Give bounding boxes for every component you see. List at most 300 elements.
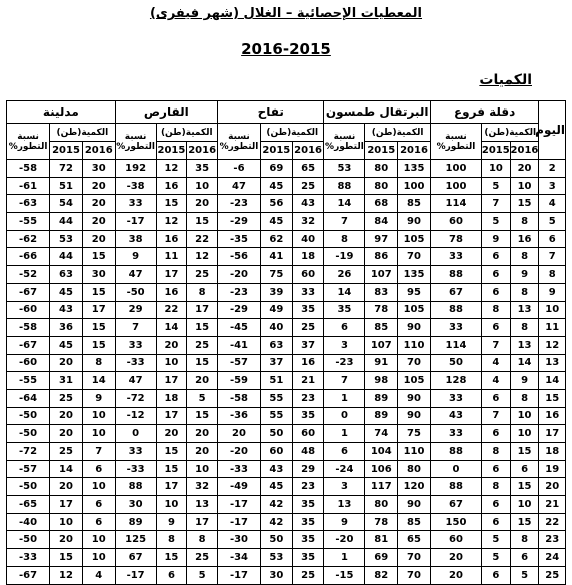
table-cell: 10 (187, 177, 218, 195)
table-cell: 5 (187, 566, 218, 584)
table-cell: 45 (50, 336, 83, 354)
table-cell: 1 (324, 549, 365, 567)
table-cell: 104 (365, 443, 398, 461)
table-cell: 23 (292, 478, 324, 496)
table-cell: 20- (217, 266, 260, 284)
table-cell: 17- (115, 213, 156, 231)
table-cell: 67- (7, 336, 50, 354)
table-cell: 100 (430, 160, 481, 178)
table-cell: 15- (324, 566, 365, 584)
table-cell: 70 (398, 354, 431, 372)
table-cell: 15 (156, 195, 187, 213)
table-cell: 67- (7, 283, 50, 301)
table-cell: 55- (7, 372, 50, 390)
table-cell: 33 (430, 425, 481, 443)
table-cell: 58- (217, 389, 260, 407)
table-cell: 9 (324, 513, 365, 531)
table-cell: 90 (398, 389, 431, 407)
table-cell: 10 (82, 478, 115, 496)
table-cell: 58- (7, 319, 50, 337)
year-2015-header: 2015 (365, 142, 398, 160)
table-cell: 25 (292, 566, 324, 584)
table-row (7, 177, 566, 195)
table-cell: 107 (365, 266, 398, 284)
table-cell: 29- (217, 301, 260, 319)
table-cell: 49- (217, 478, 260, 496)
table-cell: 78 (430, 230, 481, 248)
pct-header: نسبة التطور% (324, 124, 365, 160)
table-cell: 192 (115, 160, 156, 178)
table-cell: 20 (82, 195, 115, 213)
table-cell: 125 (115, 531, 156, 549)
table-cell: 17 (50, 496, 83, 514)
table-cell: 6 (482, 319, 511, 337)
table-cell: 114 (430, 195, 481, 213)
table-cell: 95 (398, 283, 431, 301)
table-cell: 105 (398, 230, 431, 248)
table-cell: 14 (50, 460, 83, 478)
table-cell: 9 (115, 248, 156, 266)
table-cell: 60 (430, 531, 481, 549)
table-cell: 60 (430, 213, 481, 231)
table-cell: 89 (365, 389, 398, 407)
table-cell: 8 (510, 319, 539, 337)
table-cell: 72 (50, 160, 83, 178)
table-cell: 8 (156, 531, 187, 549)
table-cell: 25 (187, 336, 218, 354)
table-cell: 23- (217, 195, 260, 213)
table-cell: 17- (217, 566, 260, 584)
table-cell: 7 (82, 443, 115, 461)
table-cell: 43 (292, 195, 324, 213)
table-cell: 89 (115, 513, 156, 531)
table-cell: 25 (50, 389, 83, 407)
table-cell: 80 (365, 496, 398, 514)
table-cell: 30 (115, 496, 156, 514)
table-cell: 6 (510, 460, 539, 478)
table-cell: 67 (115, 549, 156, 567)
table-row (7, 478, 566, 496)
table-cell: 20- (217, 443, 260, 461)
table-cell: 17 (156, 407, 187, 425)
pct-header: نسبة التطور% (430, 124, 481, 160)
year-2015-header: 2015 (260, 142, 292, 160)
table-cell: 6 (482, 460, 511, 478)
day-cell: 2 (539, 160, 566, 178)
table-cell: 60 (260, 443, 292, 461)
table-row (7, 460, 566, 478)
table-cell: 17 (156, 266, 187, 284)
table-row (7, 443, 566, 461)
data-table (6, 100, 566, 585)
table-cell: 15 (50, 549, 83, 567)
table-cell: 6- (217, 160, 260, 178)
table-cell: 25 (292, 319, 324, 337)
table-cell: 6 (482, 566, 511, 584)
table-cell: 15 (510, 443, 539, 461)
table-cell: 20 (50, 531, 83, 549)
day-cell: 3 (539, 177, 566, 195)
qty-header: الكمية(طن) (50, 124, 116, 142)
table-cell: 6 (482, 389, 511, 407)
day-cell: 5 (539, 213, 566, 231)
table-cell: 53 (324, 160, 365, 178)
table-cell: 30- (217, 531, 260, 549)
table-cell: 35 (292, 407, 324, 425)
table-cell: 30 (82, 266, 115, 284)
table-row (7, 566, 566, 584)
table-cell: 15 (187, 319, 218, 337)
table-cell: 48 (292, 443, 324, 461)
table-cell: 47 (115, 266, 156, 284)
table-cell: 12- (115, 407, 156, 425)
table-cell: 8 (187, 283, 218, 301)
pct-header: نسبة التطور% (115, 124, 156, 160)
day-cell: 19 (539, 460, 566, 478)
table-cell: 37 (260, 354, 292, 372)
table-cell: 45 (260, 177, 292, 195)
day-cell: 25 (539, 566, 566, 584)
table-cell: 40- (7, 513, 50, 531)
table-cell: 22 (187, 230, 218, 248)
table-cell: 43 (50, 301, 83, 319)
table-cell: 100 (398, 177, 431, 195)
table-cell: 32 (292, 213, 324, 231)
table-cell: 6 (482, 425, 511, 443)
table-row (7, 549, 566, 567)
table-cell: 6 (324, 319, 365, 337)
table-cell: 15 (156, 443, 187, 461)
table-cell: 13 (510, 301, 539, 319)
table-cell: 15 (187, 407, 218, 425)
table-cell: 6 (324, 443, 365, 461)
table-cell: 20 (187, 372, 218, 390)
table-cell: 88 (430, 478, 481, 496)
table-cell: 20 (82, 213, 115, 231)
table-cell: 1 (324, 389, 365, 407)
table-cell: 80 (365, 177, 398, 195)
table-cell: 8 (187, 531, 218, 549)
table-cell: 22 (156, 301, 187, 319)
table-cell: 65 (398, 531, 431, 549)
table-cell: 7 (115, 319, 156, 337)
table-cell: 9 (82, 389, 115, 407)
table-cell: 55- (7, 213, 50, 231)
table-cell: 35 (292, 531, 324, 549)
day-cell: 14 (539, 372, 566, 390)
table-cell: 63 (50, 266, 83, 284)
year-2016-header: 2016 (187, 142, 218, 160)
table-cell: 83 (365, 283, 398, 301)
day-cell: 11 (539, 319, 566, 337)
table-cell: 20 (50, 354, 83, 372)
table-cell: 90 (398, 213, 431, 231)
table-cell: 10 (510, 496, 539, 514)
table-cell: 45- (217, 319, 260, 337)
table-cell: 89 (365, 407, 398, 425)
table-cell: 51 (50, 177, 83, 195)
table-cell: 17 (187, 513, 218, 531)
table-cell: 70 (398, 549, 431, 567)
day-cell: 10 (539, 301, 566, 319)
table-cell: 45 (260, 478, 292, 496)
table-cell: 33 (115, 336, 156, 354)
table-cell: 85 (365, 319, 398, 337)
table-cell: 66- (7, 248, 50, 266)
table-cell: 15 (187, 213, 218, 231)
table-cell: 15 (510, 513, 539, 531)
table-cell: 8 (510, 531, 539, 549)
table-cell: 16 (156, 283, 187, 301)
table-cell: 0 (324, 407, 365, 425)
table-cell: 88 (324, 177, 365, 195)
table-cell: 90 (398, 407, 431, 425)
table-cell: 75 (398, 425, 431, 443)
year-2016-header: 2016 (510, 142, 539, 160)
table-cell: 35 (292, 496, 324, 514)
table-cell: 15 (156, 460, 187, 478)
table-cell: 17 (82, 301, 115, 319)
table-cell: 51 (260, 372, 292, 390)
table-cell: 25 (187, 549, 218, 567)
table-cell: 50- (7, 531, 50, 549)
table-cell: 4 (82, 566, 115, 584)
table-cell: 81 (365, 531, 398, 549)
table-cell: 35 (292, 513, 324, 531)
table-cell: 29- (217, 213, 260, 231)
table-cell: 120 (398, 478, 431, 496)
table-cell: 49 (260, 301, 292, 319)
table-row (7, 407, 566, 425)
table-cell: 44 (50, 248, 83, 266)
table-cell: 21 (292, 372, 324, 390)
day-cell: 18 (539, 443, 566, 461)
table-cell: 117 (365, 478, 398, 496)
table-cell: 61- (7, 177, 50, 195)
table-row (7, 283, 566, 301)
table-cell: 50 (260, 425, 292, 443)
table-cell: 15 (82, 319, 115, 337)
table-cell: 20- (324, 531, 365, 549)
table-cell: 57- (217, 354, 260, 372)
table-cell: 4 (482, 372, 511, 390)
table-row (7, 301, 566, 319)
table-cell: 15 (82, 336, 115, 354)
table-cell: 135 (398, 266, 431, 284)
table-cell: 8 (482, 478, 511, 496)
table-cell: 29 (292, 460, 324, 478)
table-cell: 45 (260, 213, 292, 231)
table-cell: 45 (50, 283, 83, 301)
table-cell: 88 (430, 301, 481, 319)
table-cell: 14 (510, 354, 539, 372)
table-cell: 6 (482, 496, 511, 514)
table-cell: 23 (292, 389, 324, 407)
page-title: المعطيات الإحصائية – الغلال (شهر فيفرى) (149, 6, 423, 21)
table-cell: 74 (365, 425, 398, 443)
table-cell: 64- (7, 389, 50, 407)
table-cell: 20 (82, 230, 115, 248)
table-cell: 6 (482, 248, 511, 266)
table-cell: 63 (260, 336, 292, 354)
table-cell: 43 (260, 460, 292, 478)
table-cell: 78 (365, 513, 398, 531)
table-cell: 33- (7, 549, 50, 567)
table-cell: 0 (115, 425, 156, 443)
table-cell: 47 (217, 177, 260, 195)
table-cell: 60 (292, 425, 324, 443)
table-cell: 80 (365, 160, 398, 178)
table-row (7, 372, 566, 390)
table-cell: 84 (365, 213, 398, 231)
table-cell: 0 (430, 460, 481, 478)
table-cell: 26 (324, 266, 365, 284)
table-row (7, 354, 566, 372)
table-cell: 35 (292, 549, 324, 567)
table-cell: 34- (217, 549, 260, 567)
day-cell: 4 (539, 195, 566, 213)
table-cell: 5 (482, 177, 511, 195)
table-cell: 6 (156, 566, 187, 584)
day-cell: 6 (539, 230, 566, 248)
day-cell: 23 (539, 531, 566, 549)
table-cell: 20 (430, 549, 481, 567)
table-cell: 57- (7, 460, 50, 478)
table-cell: 7 (482, 407, 511, 425)
table-cell: 25 (50, 443, 83, 461)
table-cell: 10 (82, 531, 115, 549)
table-cell: 14 (324, 283, 365, 301)
table-cell: 67 (430, 496, 481, 514)
table-cell: 20 (187, 195, 218, 213)
table-cell: 12 (156, 213, 187, 231)
table-cell: 20 (217, 425, 260, 443)
table-cell: 8 (510, 389, 539, 407)
table-cell: 50- (7, 478, 50, 496)
table-cell: 128 (430, 372, 481, 390)
table-cell: 17- (115, 566, 156, 584)
table-cell: 58- (7, 160, 50, 178)
table-cell: 31 (50, 372, 83, 390)
table-cell: 63- (7, 195, 50, 213)
table-cell: 72- (115, 389, 156, 407)
table-cell: 3 (324, 336, 365, 354)
table-cell: 10 (510, 177, 539, 195)
table-cell: 5 (187, 389, 218, 407)
table-cell: 50- (115, 283, 156, 301)
qty-header: الكمية(طن) (260, 124, 323, 142)
table-cell: 25 (187, 266, 218, 284)
year-2016-header: 2016 (398, 142, 431, 160)
table-cell: 43 (430, 407, 481, 425)
group-header-qaris: القارص (115, 101, 217, 124)
table-cell: 78 (365, 301, 398, 319)
table-cell: 17 (187, 301, 218, 319)
table-cell: 1 (324, 425, 365, 443)
table-cell: 8 (510, 213, 539, 231)
table-cell: 41- (217, 336, 260, 354)
season-heading: 2016-2015 (241, 40, 331, 58)
table-cell: 65 (292, 160, 324, 178)
table-cell: 60- (7, 301, 50, 319)
table-row (7, 195, 566, 213)
table-cell: 3 (324, 478, 365, 496)
table-cell: 20 (156, 425, 187, 443)
table-cell: 17 (156, 478, 187, 496)
table-cell: 33- (217, 460, 260, 478)
table-cell: 135 (398, 160, 431, 178)
table-cell: 10 (510, 407, 539, 425)
table-cell: 10 (482, 160, 511, 178)
year-2016-header: 2016 (292, 142, 324, 160)
table-cell: 11 (156, 248, 187, 266)
table-cell: 35- (217, 230, 260, 248)
day-cell: 24 (539, 549, 566, 567)
table-cell: 14 (324, 195, 365, 213)
table-cell: 65- (7, 496, 50, 514)
table-cell: 38 (115, 230, 156, 248)
table-cell: 150 (430, 513, 481, 531)
day-cell: 21 (539, 496, 566, 514)
table-row (7, 230, 566, 248)
table-cell: 5 (510, 566, 539, 584)
table-cell: 35 (292, 301, 324, 319)
table-cell: 24- (324, 460, 365, 478)
table-cell: 23- (217, 283, 260, 301)
table-row (7, 213, 566, 231)
table-cell: 14 (156, 319, 187, 337)
table-row (7, 531, 566, 549)
day-cell: 22 (539, 513, 566, 531)
table-cell: 16 (156, 177, 187, 195)
table-cell: 98 (365, 372, 398, 390)
table-cell: 15 (187, 354, 218, 372)
table-cell: 15 (82, 248, 115, 266)
table-cell: 15 (510, 195, 539, 213)
table-cell: 23- (324, 354, 365, 372)
table-cell: 19- (324, 248, 365, 266)
table-cell: 36 (50, 319, 83, 337)
table-cell: 53 (260, 549, 292, 567)
table-cell: 33 (430, 248, 481, 266)
table-cell: 17- (217, 496, 260, 514)
table-cell: 41 (260, 248, 292, 266)
table-cell: 7 (482, 336, 511, 354)
table-cell: 6 (510, 549, 539, 567)
table-cell: 33- (115, 354, 156, 372)
table-cell: 7 (324, 213, 365, 231)
table-cell: 16 (292, 354, 324, 372)
pct-header: نسبة التطور% (217, 124, 260, 160)
table-cell: 32 (187, 478, 218, 496)
table-cell: 50 (430, 354, 481, 372)
table-cell: 110 (398, 336, 431, 354)
table-cell: 85 (398, 513, 431, 531)
day-cell: 8 (539, 266, 566, 284)
table-row (7, 513, 566, 531)
table-cell: 17 (156, 372, 187, 390)
table-cell: 62- (7, 230, 50, 248)
table-cell: 10 (510, 425, 539, 443)
table-cell: 20 (50, 425, 83, 443)
table-cell: 17- (217, 513, 260, 531)
table-cell: 9 (156, 513, 187, 531)
table-cell: 9 (482, 230, 511, 248)
day-cell: 12 (539, 336, 566, 354)
table-cell: 90 (398, 496, 431, 514)
table-cell: 20 (187, 443, 218, 461)
table-row (7, 248, 566, 266)
